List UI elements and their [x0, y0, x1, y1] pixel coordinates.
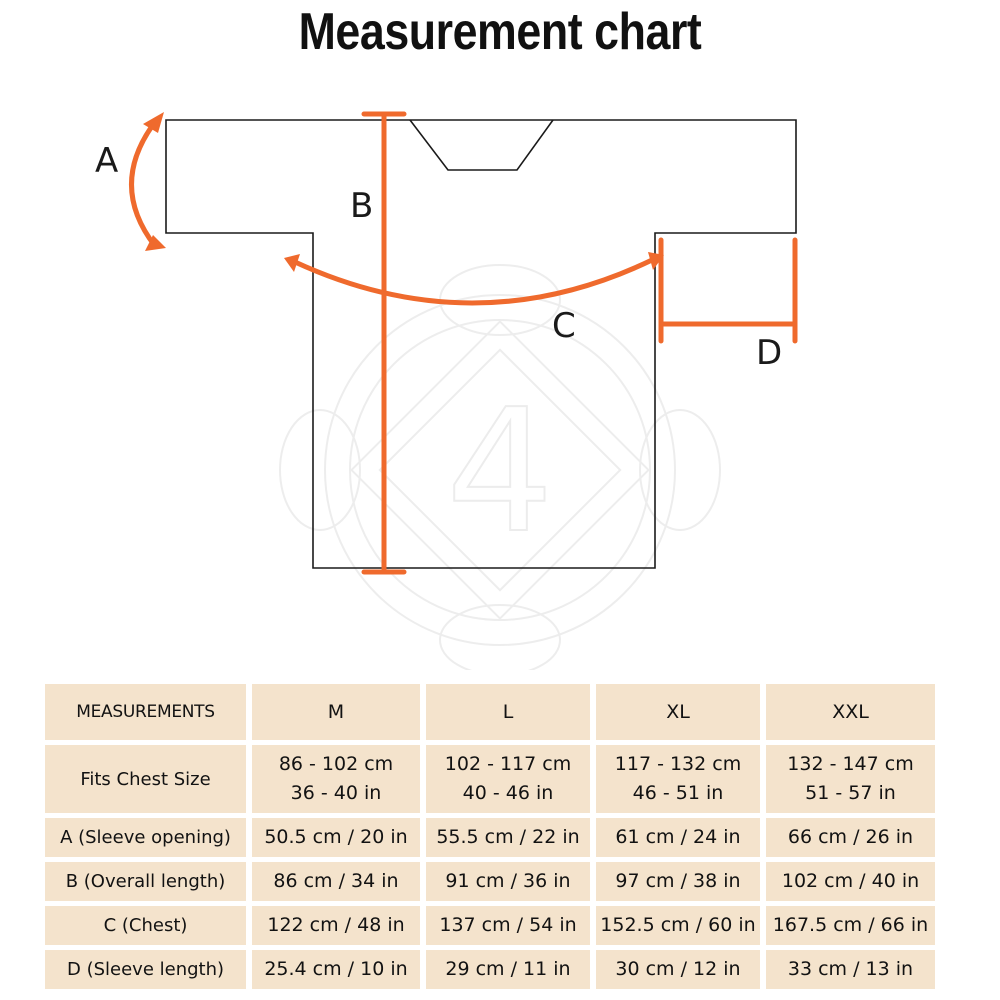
row-label: B (Overall length): [45, 862, 246, 901]
chest-size-in: 51 - 57 in: [805, 782, 896, 804]
table-cell: 55.5 cm / 22 in: [426, 818, 590, 857]
chest-size-l: [426, 745, 590, 813]
table-cell: 86 cm / 34 in: [252, 862, 420, 901]
table-cell: 102 cm / 40 in: [766, 862, 935, 901]
header-size-l: L: [426, 684, 590, 740]
row-label: C (Chest): [45, 906, 246, 945]
label-c: C: [552, 306, 576, 346]
table-cell: 30 cm / 12 in: [596, 950, 760, 989]
table-cell: 33 cm / 13 in: [766, 950, 935, 989]
header-row: [45, 684, 935, 740]
table-cell: 97 cm / 38 in: [596, 862, 760, 901]
header-size-xl: XL: [596, 684, 760, 740]
table-cell: 152.5 cm / 60 in: [596, 906, 760, 945]
chest-size-in: 46 - 51 in: [632, 782, 724, 804]
chest-size-cm: 117 - 132 cm: [614, 753, 742, 775]
page-title: Measurement chart: [298, 3, 702, 61]
label-a: A: [95, 141, 119, 181]
table-cell: 25.4 cm / 10 in: [252, 950, 420, 989]
table-cell: 137 cm / 54 in: [426, 906, 590, 945]
neckline: [410, 120, 553, 170]
row-label: D (Sleeve length): [45, 950, 246, 989]
header-measurements: MEASUREMENTS: [45, 684, 246, 740]
table-cell: 167.5 cm / 66 in: [766, 906, 935, 945]
chest-size-cm: 102 - 117 cm: [444, 753, 572, 775]
table-cell: 66 cm / 26 in: [766, 818, 935, 857]
label-b: B: [350, 186, 374, 226]
chest-size-in: 36 - 40 in: [290, 782, 382, 804]
chest-size-cm: 132 - 147 cm: [787, 753, 914, 775]
table-cell: 29 cm / 11 in: [426, 950, 590, 989]
chest-size-row: [45, 745, 935, 813]
sleeve-length-row: [45, 950, 935, 989]
sleeve-opening-row: [45, 818, 935, 857]
chest-size-xxl: [766, 745, 935, 813]
row-label: Fits Chest Size: [45, 745, 246, 813]
sleeve-opening-arrowhead-top: [143, 112, 164, 133]
header-size-xxl: XXL: [766, 684, 935, 740]
overall-length-row: [45, 862, 935, 901]
table-cell: 122 cm / 48 in: [252, 906, 420, 945]
table-cell: 91 cm / 36 in: [426, 862, 590, 901]
chest-size-in: 40 - 46 in: [462, 782, 554, 804]
table-cell: 50.5 cm / 20 in: [252, 818, 420, 857]
table-cell: 61 cm / 24 in: [596, 818, 760, 857]
watermark-mark: 4: [445, 373, 555, 571]
label-d: D: [756, 333, 783, 373]
row-label: A (Sleeve opening): [45, 818, 246, 857]
chest-size-cm: 86 - 102 cm: [278, 753, 394, 775]
chest-size-m: [252, 745, 420, 813]
sleeve-opening-arc: [132, 122, 156, 246]
chest-size-xl: [596, 745, 760, 813]
chest-row: [45, 906, 935, 945]
size-table: [39, 679, 941, 994]
watermark: [280, 265, 720, 670]
header-size-m: M: [252, 684, 420, 740]
